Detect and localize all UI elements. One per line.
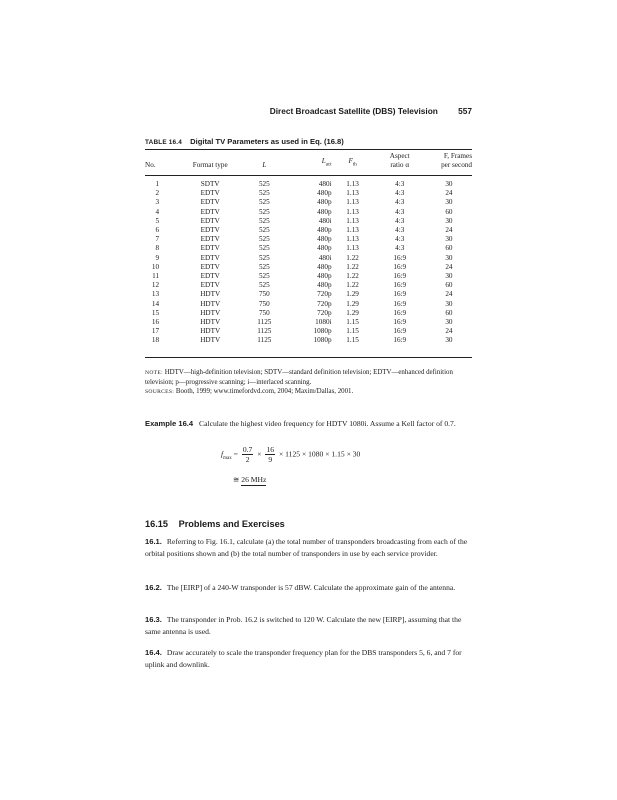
cell-l: 525 xyxy=(258,216,270,225)
table-caption xyxy=(145,137,344,146)
cell-fmt: EDTV xyxy=(200,216,220,225)
fraction-aspect: $\frac{16}{9}$ xyxy=(266,445,275,464)
cell-lact: 720p xyxy=(317,308,332,317)
cell-fmt: SDTV xyxy=(200,180,220,188)
cell-l: 1125 xyxy=(257,318,272,327)
cell-fmt: HDTV xyxy=(200,299,221,308)
cell-fps: 30 xyxy=(445,198,453,207)
table-row xyxy=(145,327,472,336)
cell-fmt: HDTV xyxy=(200,327,221,336)
cell-fmt: HDTV xyxy=(200,318,221,327)
cell-no: 17 xyxy=(151,327,160,336)
sources-line xyxy=(145,387,475,397)
table-row xyxy=(145,198,472,207)
header-fth: $F_{th}$ xyxy=(348,156,357,167)
cell-fmt: HDTV xyxy=(200,336,221,345)
cell-fmt: HDTV xyxy=(200,308,221,317)
cell-fth: 1.13 xyxy=(346,216,359,225)
cell-fmt: EDTV xyxy=(200,262,220,271)
table-header-row xyxy=(145,152,472,170)
cell-no: 6 xyxy=(155,226,160,235)
cell-fps: 30 xyxy=(445,336,453,345)
table-row xyxy=(145,309,472,318)
cell-fps: 24 xyxy=(445,327,453,336)
table-row xyxy=(145,217,472,226)
example-text: Calculate the highest video frequency for HDTV 1080i. Assume a Kell factor of 0.7. xyxy=(199,419,456,428)
cell-ar: 16:9 xyxy=(393,327,407,336)
table-caption-text: Digital TV Parameters as used in Eq. (16.8) xyxy=(190,137,344,146)
table-row xyxy=(145,263,472,272)
cell-fmt: EDTV xyxy=(200,253,220,262)
cell-no: 9 xyxy=(155,253,160,262)
example-16-4 xyxy=(145,418,475,429)
cell-lact: 720p xyxy=(317,299,332,308)
fraction-kell: $\frac{0.7}{2}$ xyxy=(242,445,253,464)
table-notes xyxy=(145,368,475,397)
cell-l: 525 xyxy=(258,226,270,235)
cell-fth: 1.13 xyxy=(346,189,359,198)
header-fps: F, Frames per second xyxy=(441,152,472,169)
cell-l: 750 xyxy=(258,290,270,299)
cell-ar: 16:9 xyxy=(393,272,407,281)
cell-fps: 30 xyxy=(445,180,453,188)
cell-l: 525 xyxy=(258,244,270,253)
cell-ar: 16:9 xyxy=(393,308,407,317)
cell-ar: 16:9 xyxy=(393,318,407,327)
cell-no: 16 xyxy=(151,318,160,327)
cell-no: 2 xyxy=(155,189,160,198)
cell-fth: 1.15 xyxy=(346,318,359,327)
cell-lact: 480p xyxy=(317,189,332,198)
running-head xyxy=(270,106,472,116)
cell-fmt: HDTV xyxy=(200,290,221,299)
table-row xyxy=(145,235,472,244)
cell-lact: 480p xyxy=(317,281,332,290)
cell-fps: 30 xyxy=(445,235,453,244)
cell-l: 750 xyxy=(258,299,270,308)
cell-ar: 4:3 xyxy=(395,216,405,225)
equation-answer: 26 MHz xyxy=(241,475,267,484)
cell-fps: 24 xyxy=(445,226,453,235)
cell-ar: 16:9 xyxy=(393,336,407,345)
digital-tv-table xyxy=(145,152,472,346)
problem-16-1: 16.1. Referring to Fig. 16.1, calculate (a) the total number of transponders broadcasting from each of the orbital positions shown and (b) the total number of transponders in use by each service provider. xyxy=(145,537,468,558)
cell-fth: 1.29 xyxy=(346,308,359,317)
cell-lact: 480i xyxy=(318,216,332,225)
cell-no: 13 xyxy=(151,290,160,299)
page-number: 557 xyxy=(458,106,472,116)
table-row xyxy=(145,300,472,309)
cell-fth: 1.15 xyxy=(346,336,359,345)
cell-fps: 30 xyxy=(445,216,453,225)
cell-fth: 1.13 xyxy=(346,235,359,244)
problem-16-3: 16.3. The transponder in Prob. 16.2 is switched to 120 W. Calculate the new [EIRP], assuming that the same antenna is used. xyxy=(145,615,462,636)
cell-fps: 30 xyxy=(445,272,453,281)
section-title: Problems and Exercises xyxy=(178,519,285,529)
table-top-rule xyxy=(145,149,472,150)
cell-l: 1125 xyxy=(257,336,272,345)
cell-fth: 1.13 xyxy=(346,180,359,188)
table-row xyxy=(145,281,472,290)
header-aspect: Aspect ratio α xyxy=(389,152,410,169)
cell-fth: 1.22 xyxy=(346,262,359,271)
note-text: HDTV—high-definition television; SDTV—standard definition television; EDTV—enhanced definition television; p—progressive scanning; i—interlaced scanning. xyxy=(145,369,453,386)
header-l: L xyxy=(262,161,267,169)
cell-ar: 4:3 xyxy=(395,235,405,244)
cell-no: 8 xyxy=(155,244,160,253)
cell-fmt: EDTV xyxy=(200,235,220,244)
cell-ar: 16:9 xyxy=(393,253,407,262)
cell-ar: 16:9 xyxy=(393,281,407,290)
cell-lact: 480p xyxy=(317,198,332,207)
cell-l: 750 xyxy=(258,308,270,317)
cell-fps: 60 xyxy=(445,207,453,216)
cell-no: 5 xyxy=(155,216,160,225)
cell-fmt: EDTV xyxy=(200,281,220,290)
table-row xyxy=(145,290,472,299)
cell-fmt: EDTV xyxy=(200,198,220,207)
cell-fth: 1.22 xyxy=(346,253,359,262)
header-lact: $L_{act}$ xyxy=(321,156,332,167)
table-bottom-rule xyxy=(145,357,472,358)
cell-fth: 1.22 xyxy=(346,281,359,290)
cell-no: 10 xyxy=(151,262,160,271)
cell-fth: 1.22 xyxy=(346,272,359,281)
table-row xyxy=(145,244,472,253)
header-format: Format type xyxy=(192,161,228,169)
table-row xyxy=(145,254,472,263)
cell-no: 4 xyxy=(155,207,160,216)
cell-lact: 1080i xyxy=(315,318,332,327)
cell-lact: 1080p xyxy=(313,336,332,345)
cell-no: 3 xyxy=(155,198,160,207)
cell-no: 7 xyxy=(155,235,160,244)
cell-fmt: EDTV xyxy=(200,244,220,253)
cell-l: 525 xyxy=(258,198,270,207)
cell-lact: 480p xyxy=(317,262,332,271)
note-line xyxy=(145,368,475,387)
header-no: No. xyxy=(145,161,156,169)
note-label: NOTE: xyxy=(145,370,163,376)
cell-lact: 480p xyxy=(317,235,332,244)
cell-fmt: EDTV xyxy=(200,226,220,235)
table-row xyxy=(145,272,472,281)
cell-fmt: EDTV xyxy=(200,207,220,216)
cell-fth: 1.29 xyxy=(346,290,359,299)
table-row xyxy=(145,208,472,217)
cell-lact: 480p xyxy=(317,207,332,216)
cell-ar: 4:3 xyxy=(395,207,405,216)
cell-l: 525 xyxy=(258,207,270,216)
cell-l: 525 xyxy=(258,235,270,244)
cell-fps: 60 xyxy=(445,281,453,290)
cell-fth: 1.13 xyxy=(346,198,359,207)
cell-fmt: EDTV xyxy=(200,272,220,281)
cell-fps: 24 xyxy=(445,189,453,198)
cell-ar: 4:3 xyxy=(395,226,405,235)
cell-fps: 30 xyxy=(445,299,453,308)
cell-no: 18 xyxy=(151,336,160,345)
table-label: TABLE 16.4 xyxy=(145,139,183,146)
cell-ar: 16:9 xyxy=(393,290,407,299)
cell-fps: 60 xyxy=(445,308,453,317)
cell-fth: 1.15 xyxy=(346,327,359,336)
table-row xyxy=(145,318,472,327)
cell-lact: 480i xyxy=(318,253,332,262)
cell-no: 15 xyxy=(151,308,160,317)
example-label: Example 16.4 xyxy=(145,419,194,428)
cell-lact: 480i xyxy=(318,180,332,188)
cell-fmt: EDTV xyxy=(200,189,220,198)
cell-ar: 4:3 xyxy=(395,198,405,207)
equation-result: ≅ 26 MHz xyxy=(233,475,267,484)
problem-16-2: 16.2. The [EIRP] of a 240-W transponder is 57 dBW. Calculate the approximate gain of the antenna. xyxy=(145,583,456,592)
sources-label: SOURCES: xyxy=(145,389,175,395)
cell-ar: 4:3 xyxy=(395,189,405,198)
cell-lact: 1080p xyxy=(313,327,332,336)
cell-fth: 1.13 xyxy=(346,207,359,216)
cell-fps: 30 xyxy=(445,318,453,327)
cell-ar: 4:3 xyxy=(395,180,405,188)
cell-l: 525 xyxy=(258,180,270,188)
cell-lact: 480p xyxy=(317,226,332,235)
cell-l: 525 xyxy=(258,272,270,281)
table-row xyxy=(145,180,472,189)
cell-fth: 1.29 xyxy=(346,299,359,308)
cell-no: 11 xyxy=(152,272,160,281)
problem-16-4: 16.4. Draw accurately to scale the transponder frequency plan for the DBS transponders 5, 6, and 7 for uplink and downlink. xyxy=(145,648,462,669)
table-row xyxy=(145,336,472,345)
cell-fps: 24 xyxy=(445,290,453,299)
cell-lact: 720p xyxy=(317,290,332,299)
cell-ar: 4:3 xyxy=(395,244,405,253)
cell-fps: 60 xyxy=(445,244,453,253)
section-number: 16.15 xyxy=(145,519,168,529)
cell-no: 14 xyxy=(151,299,160,308)
cell-fps: 30 xyxy=(445,253,453,262)
running-head-title: Direct Broadcast Satellite (DBS) Television xyxy=(269,106,438,116)
cell-l: 525 xyxy=(258,281,270,290)
table-row xyxy=(145,189,472,198)
cell-no: 1 xyxy=(155,180,160,188)
table-row xyxy=(145,226,472,235)
sources-text: Booth, 1999; www.timefordvd.com, 2004; Maxim/Dallas, 2001. xyxy=(175,388,354,395)
cell-fps: 24 xyxy=(445,262,453,271)
cell-lact: 480p xyxy=(317,244,332,253)
equation-fmax: $f_{max}$ = $\frac{0.7}{2}$ × $\frac{16}{9}$ × 1125 × 1080 × 1.15 × 30 xyxy=(221,445,361,464)
cell-ar: 16:9 xyxy=(393,262,407,271)
cell-l: 525 xyxy=(258,262,270,271)
cell-l: 1125 xyxy=(257,327,272,336)
cell-no: 12 xyxy=(151,281,160,290)
cell-l: 525 xyxy=(258,189,270,198)
cell-l: 525 xyxy=(258,253,270,262)
cell-ar: 16:9 xyxy=(393,299,407,308)
cell-lact: 480p xyxy=(317,272,332,281)
cell-fth: 1.13 xyxy=(346,226,359,235)
cell-fth: 1.13 xyxy=(346,244,359,253)
section-heading xyxy=(145,519,285,529)
